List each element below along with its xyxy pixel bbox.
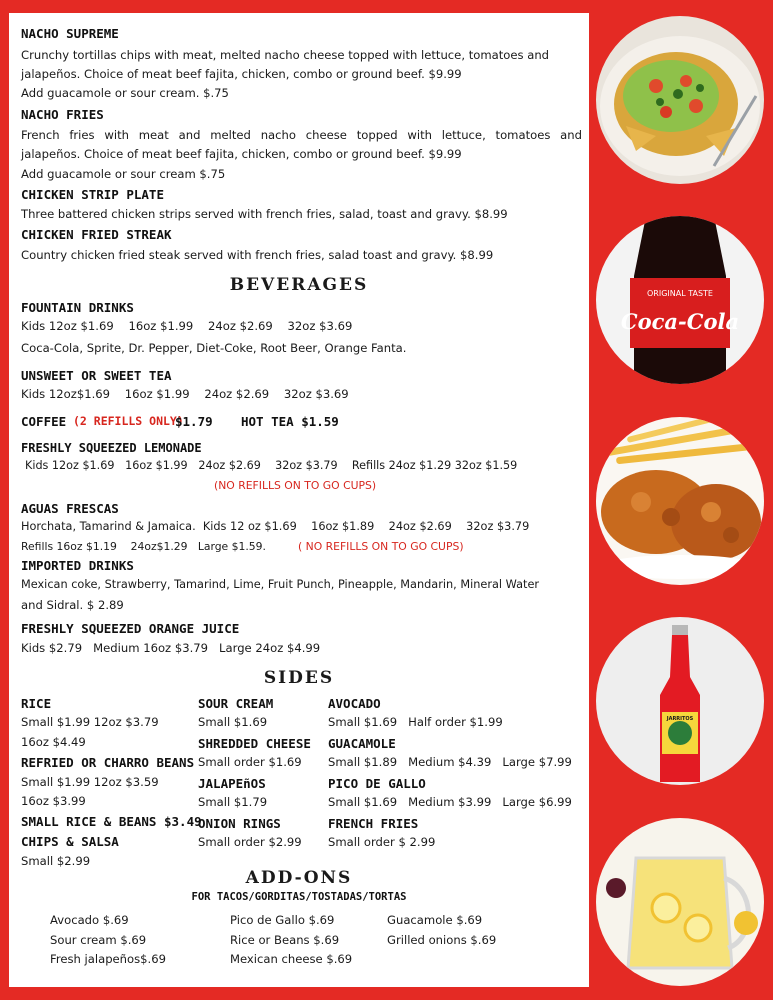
addons-heading: ADD-ONS xyxy=(245,868,353,888)
price-line: Kids 12oz$1.69 16oz $1.99 24oz $2.69 32oz $3.69 xyxy=(21,387,349,401)
item-desc: jalapeños. Choice of meat beef fajita, chicken, combo or ground beef. $9.99 xyxy=(21,147,462,161)
side-price: Small order $1.69 xyxy=(198,755,302,769)
addons-subtitle: FOR TACOS/GORDITAS/TOSTADAS/TORTAS xyxy=(191,891,407,903)
side-title: RICE xyxy=(21,696,52,711)
addon-item: Grilled onions $.69 xyxy=(387,933,497,947)
side-title: FRENCH FRIES xyxy=(328,816,419,831)
side-title: SMALL RICE & BEANS $3.49 xyxy=(21,814,202,829)
item-desc: Add guacamole or sour cream. $.75 xyxy=(21,86,229,100)
side-title: SHREDDED CHEESE xyxy=(198,736,311,751)
item-title: IMPORTED DRINKS xyxy=(21,558,134,573)
side-price: Small $2.99 xyxy=(21,854,91,868)
side-price: Small order $2.99 xyxy=(198,835,302,849)
side-price: 16oz $3.99 xyxy=(21,794,86,808)
coffee-price: $1.79 xyxy=(175,414,213,429)
side-price: Small order $ 2.99 xyxy=(328,835,436,849)
item-title: NACHO FRIES xyxy=(21,107,104,122)
side-title: ONION RINGS xyxy=(198,816,281,831)
item-desc: jalapeños. Choice of meat beef fajita, chicken, combo or ground beef. $9.99 xyxy=(21,67,462,81)
item-title: FRESHLY SQUEEZED ORANGE JUICE xyxy=(21,621,240,636)
side-price: Small $1.69 Half order $1.99 xyxy=(328,715,503,729)
item-title: CHICKEN FRIED STREAK xyxy=(21,227,172,242)
item-title: UNSWEET OR SWEET TEA xyxy=(21,368,172,383)
item-title: CHICKEN STRIP PLATE xyxy=(21,187,164,202)
coffee-label: COFFEE xyxy=(21,414,67,429)
nachos-photo xyxy=(596,16,764,184)
side-title: GUACAMOLE xyxy=(328,736,396,751)
lemonade-photo xyxy=(596,818,764,986)
price-line: Kids 12oz $1.69 16oz $1.99 24oz $2.69 32oz $3.69 xyxy=(21,319,353,333)
jarritos-photo xyxy=(596,617,764,785)
jarritos-brand: JARRITOS xyxy=(666,716,694,722)
side-title: CHIPS & SALSA xyxy=(21,834,119,849)
item-desc: Country chicken fried steak served with french fries, salad toast and gravy. $8.99 xyxy=(21,248,494,262)
side-price: 16oz $4.49 xyxy=(21,735,86,749)
item-title: AGUAS FRESCAS xyxy=(21,501,119,516)
addon-item: Sour cream $.69 xyxy=(50,933,147,947)
fried-chicken-photo xyxy=(596,417,764,585)
addon-item: Guacamole $.69 xyxy=(387,913,483,927)
addon-item: Mexican cheese $.69 xyxy=(230,952,353,966)
item-title: FRESHLY SQUEEZED LEMONADE xyxy=(21,441,202,455)
price-line: Kids 12oz $1.69 16oz $1.99 24oz $2.69 32oz $3.79 Refills 24oz $1.29 32oz $1.59 xyxy=(25,459,518,472)
addon-item: Avocado $.69 xyxy=(50,913,129,927)
coca-cola-photo xyxy=(596,216,764,384)
side-title: JALAPEñOS xyxy=(198,776,266,791)
no-refills-note: ( NO REFILLS ON TO GO CUPS) xyxy=(298,540,464,553)
side-title: SOUR CREAM xyxy=(198,696,274,711)
watermark: menu xyxy=(538,907,576,924)
side-title: PICO DE GALLO xyxy=(328,776,426,791)
price-line: Kids $2.79 Medium 16oz $3.79 Large 24oz $4.99 xyxy=(21,641,321,655)
item-title: FOUNTAIN DRINKS xyxy=(21,300,134,315)
item-desc: Crunchy tortillas chips with meat, melted nacho cheese topped with lettuce, tomatoes and xyxy=(21,48,550,62)
hot-tea: HOT TEA $1.59 xyxy=(241,414,339,429)
side-price: Small $1.89 Medium $4.39 Large $7.99 xyxy=(328,755,572,769)
item-desc: French fries with meat and melted nacho cheese topped with lettuce, tomatoes and xyxy=(21,128,582,142)
side-title: REFRIED OR CHARRO BEANS xyxy=(21,755,195,770)
side-price: Small $1.69 Medium $3.99 Large $6.99 xyxy=(328,795,572,809)
coke-label-top: ORIGINAL TASTE xyxy=(647,289,713,298)
item-desc: Mexican coke, Strawberry, Tamarind, Lime, Fruit Punch, Pineapple, Mandarin, Mineral Water xyxy=(21,578,540,591)
side-price: Small $1.99 12oz $3.79 xyxy=(21,715,159,729)
item-desc: Three battered chicken strips served with french fries, salad, toast and gravy. $8.99 xyxy=(21,207,508,221)
side-price: Small $1.99 12oz $3.59 xyxy=(21,775,159,789)
price-line: Horchata, Tamarind & Jamaica. Kids 12 oz $1.69 16oz $1.89 24oz $2.69 32oz $3.79 xyxy=(21,520,530,533)
item-desc: Add guacamole or sour cream $.75 xyxy=(21,167,226,181)
addon-item: Rice or Beans $.69 xyxy=(230,933,340,947)
side-title: AVOCADO xyxy=(328,696,381,711)
sides-heading: SIDES xyxy=(263,668,335,688)
item-desc: and Sidral. $ 2.89 xyxy=(21,598,124,612)
side-price: Small $1.79 xyxy=(198,795,268,809)
no-refills-note: (NO REFILLS ON TO GO CUPS) xyxy=(214,479,377,492)
beverages-heading: BEVERAGES xyxy=(229,275,369,295)
coffee-refills: (2 REFILLS ONLY) xyxy=(73,414,184,428)
addon-item: Fresh jalapeños$.69 xyxy=(50,952,166,966)
refills-line: Refills 16oz $1.19 24oz$1.29 Large $1.59. xyxy=(21,540,266,553)
flavors-line: Coca-Cola, Sprite, Dr. Pepper, Diet-Coke, Root Beer, Orange Fanta. xyxy=(21,341,407,355)
item-title: NACHO SUPREME xyxy=(21,26,119,41)
menu-panel xyxy=(9,13,589,987)
side-price: Small $1.69 xyxy=(198,715,268,729)
addon-item: Pico de Gallo $.69 xyxy=(230,913,335,927)
coke-brand: Coca-Cola xyxy=(620,309,740,334)
